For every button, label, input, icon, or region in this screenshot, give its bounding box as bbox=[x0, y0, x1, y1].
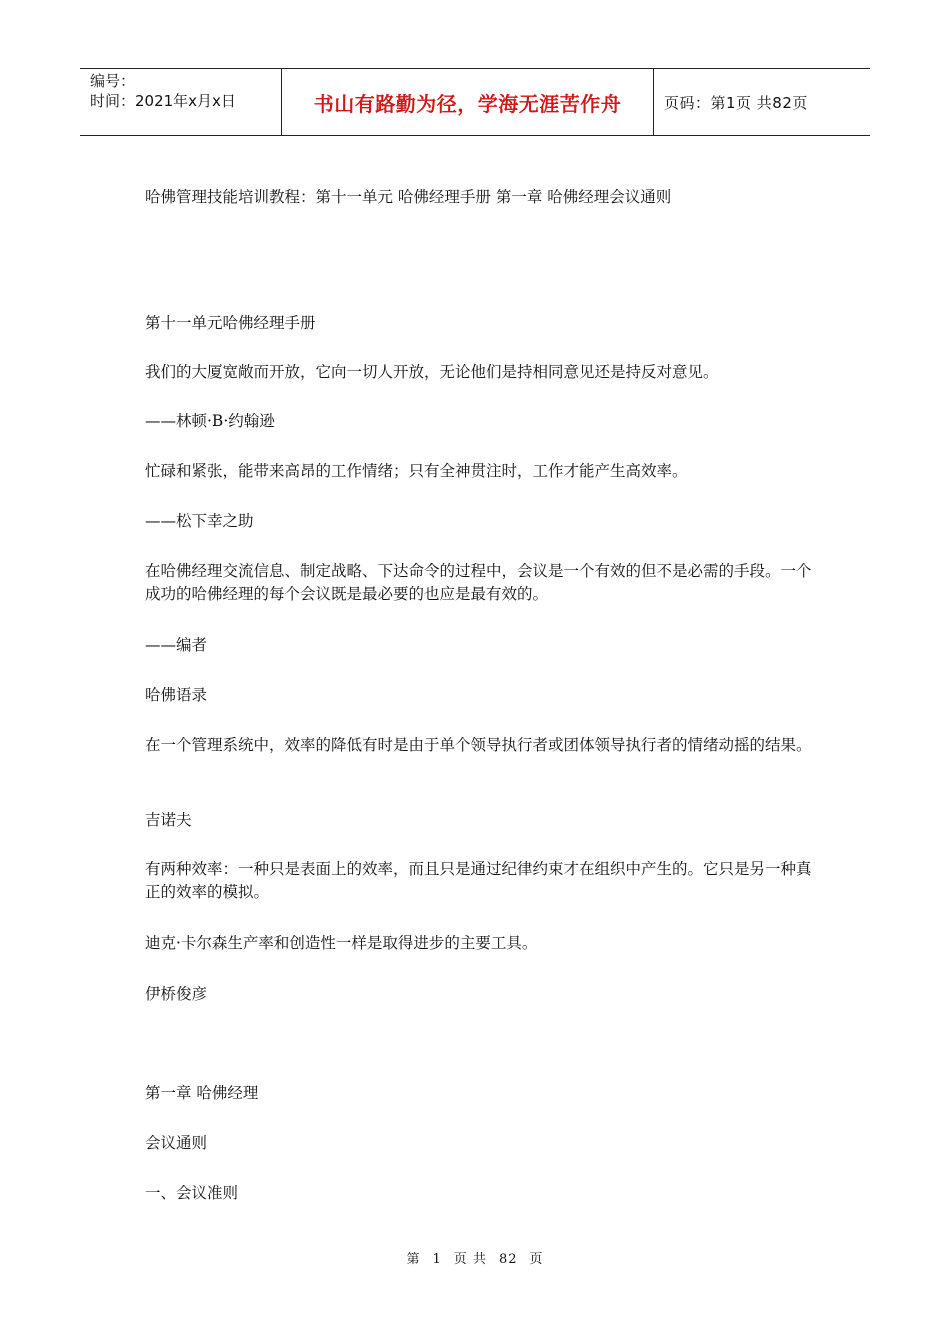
saying-efficiency-emotion: 在一个管理系统中，效率的降低有时是由于单个领导执行者或团体领导执行者的情绪动摇的结果。 bbox=[145, 736, 812, 754]
document-number-label: 编号： bbox=[90, 72, 136, 90]
chapter-subheading: 会议通则 bbox=[145, 1134, 208, 1152]
editor-note: 在哈佛经理交流信息、制定战略、下达命令的过程中，会议是一个有效的但不是必需的手段。一个成功的哈佛经理的每个会议既是最必要的也应是最有效的。 bbox=[145, 562, 812, 603]
saying-author-ginov: 吉诺夫 bbox=[145, 811, 192, 829]
section-heading: 一、会议准则 bbox=[145, 1184, 239, 1202]
quote-johnson: 我们的大厦宽敞而开放，它向一切人开放，无论他们是持相同意见还是持反对意见。 bbox=[145, 363, 719, 381]
header-motto-cell bbox=[282, 69, 654, 135]
saying-author-ibashi: 伊桥俊彦 bbox=[145, 985, 208, 1003]
header-page-info: 页码：第1页 共82页 bbox=[664, 93, 808, 112]
footer-prefix: 第 bbox=[406, 1252, 421, 1267]
unit-heading: 第十一单元哈佛经理手册 bbox=[145, 314, 316, 332]
saying-carlson: 迪克·卡尔森生产率和创造性一样是取得进步的主要工具。 bbox=[145, 934, 538, 952]
quote-matsushita: 忙碌和紧张，能带来高昂的工作情绪；只有全神贯注时，工作才能产生高效率。 bbox=[145, 462, 688, 480]
header-motto: 书山有路勤为径，学海无涯苦作舟 bbox=[313, 91, 622, 116]
quote-matsushita-author: ——松下幸之助 bbox=[145, 512, 254, 530]
sayings-heading: 哈佛语录 bbox=[145, 686, 208, 704]
saying-two-efficiencies: 有两种效率：一种只是表面上的效率，而且只是通过纪律约束才在组织中产生的。它只是另一种真正的效率的模拟。 bbox=[145, 860, 812, 901]
header-page-cell bbox=[654, 69, 870, 135]
document-time-label: 时间：2021年x月x日 bbox=[90, 92, 236, 110]
footer-page-number: 1 bbox=[432, 1252, 442, 1267]
document-header bbox=[80, 68, 870, 136]
editor-author: ——编者 bbox=[145, 636, 208, 654]
quote-johnson-author: ——林顿·B·约翰逊 bbox=[145, 412, 275, 430]
page-footer bbox=[0, 1248, 950, 1267]
chapter-heading: 第一章 哈佛经理 bbox=[145, 1084, 259, 1102]
header-meta-cell bbox=[80, 69, 282, 135]
footer-total-pages: 82 bbox=[498, 1252, 518, 1267]
footer-mid: 页 共 bbox=[453, 1252, 487, 1267]
document-title: 哈佛管理技能培训教程：第十一单元 哈佛经理手册 第一章 哈佛经理会议通则 bbox=[145, 188, 672, 206]
footer-suffix: 页 bbox=[529, 1252, 544, 1267]
